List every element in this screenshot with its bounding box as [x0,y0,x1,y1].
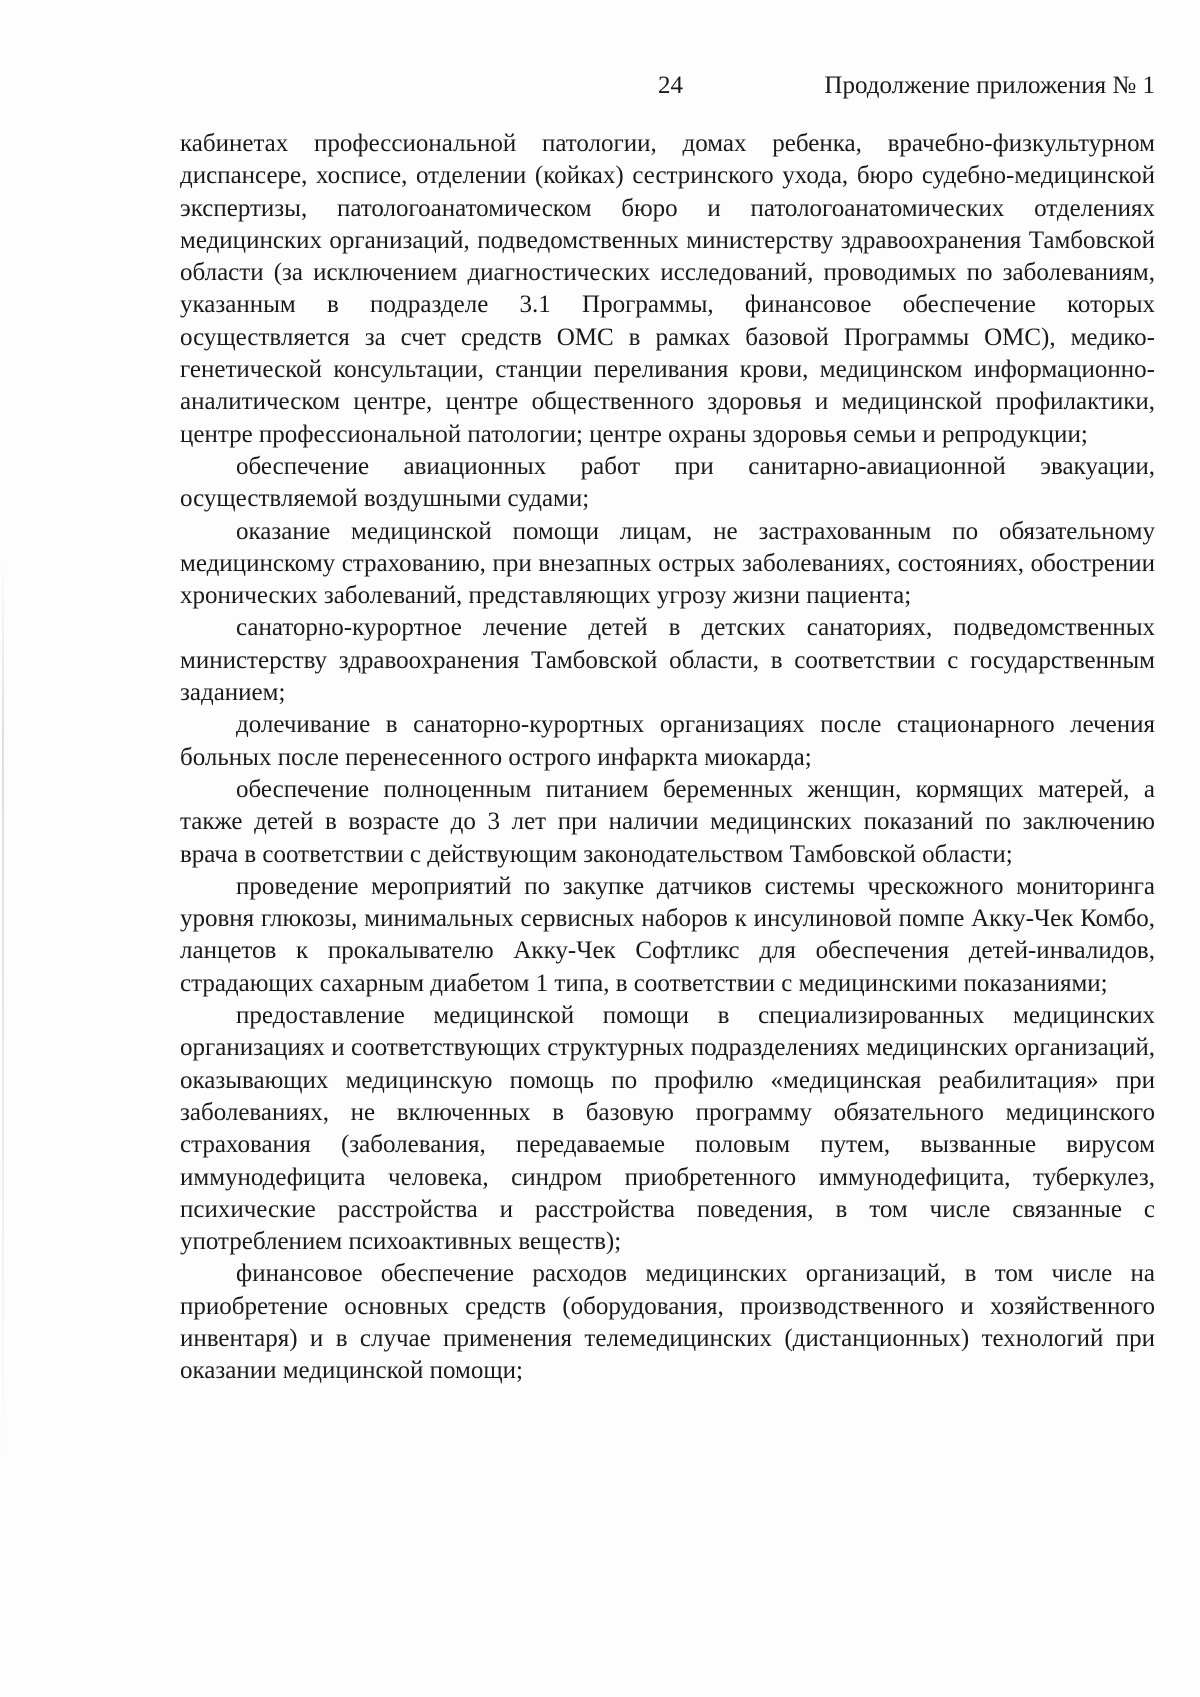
paragraph: обеспечение авиационных работ при санитарно-авиационной эвакуации, осуществляемой воздушными судами; [180,452,1155,513]
appendix-continuation-label: Продолжение приложения № 1 [824,72,1155,99]
paragraph: санаторно-курортное лечение детей в детских санаториях, подведомственных министерству здравоохранения Тамбовской области, в соответствии с государственным заданием; [180,614,1155,707]
paragraph: обеспечение полноценным питанием беременных женщин, кормящих матерей, а также детей в возрасте до 3 лет при наличии медицинских показаний по заключению врача в соответствии с действующим законодательством Тамбовской области; [180,775,1155,868]
scan-edge-shadow [2,560,4,1460]
paragraph: кабинетах профессиональной патологии, домах ребенка, врачебно-физкультурном диспансере, хосписе, отделении (койках) сестринского ухода, бюро судебно-медицинской экспертизы, патологоанатомическом бюро и патологоанатомических отделениях медицинских организаций, подведомственных министерству здравоохранения Тамбовской области (за исключением диагностических исследований, проводимых по заболеваниям, указанным в подразделе 3.1 Программы, финансовое обеспечение которых осуществляется за счет средств ОМС в рамках базовой Программы ОМС), медико-генетической консультации, станции переливания крови, медицинском информационно-аналитическом центре, центре общественного здоровья и медицинской профилактики, центре профессиональной патологии; центре охраны здоровья семьи и репродукции; [180,130,1155,448]
paragraph: долечивание в санаторно-курортных организациях после стационарного лечения больных после перенесенного острого инфаркта миокарда; [180,711,1155,771]
document-body [180,128,1155,1388]
paragraph: предоставление медицинской помощи в специализированных медицинских организациях и соответствующих структурных подразделениях медицинских организаций, оказывающих медицинскую помощь по профилю «медицинская реабилитация» при заболеваниях, не включенных в базовую программу обязательного медицинского страхования (заболевания, передаваемые половым путем, вызванные вирусом иммунодефицита человека, синдром приобретенного иммунодефицита, туберкулез, психические расстройства и расстройства поведения, в том числе связанные с употреблением психоактивных веществ); [180,1002,1155,1256]
paragraph: финансовое обеспечение расходов медицинских организаций, в том числе на приобретение основных средств (оборудования, производственного и хозяйственного инвентаря) и в случае применения телемедицинских (дистанционных) технологий при оказании медицинской помощи; [180,1260,1155,1385]
page-header [180,72,1155,112]
paragraph: оказание медицинской помощи лицам, не застрахованным по обязательному медицинскому страхованию, при внезапных острых заболеваниях, состояниях, обострении хронических заболеваний, представляющих угрозу жизни пациента; [180,517,1155,610]
page-number: 24 [658,72,683,99]
paragraph: проведение мероприятий по закупке датчиков системы чрескожного мониторинга уровня глюкозы, минимальных сервисных наборов к инсулиновой помпе Акку-Чек Комбо, ланцетов к прокалывателю Акку-Чек Софтликс для обеспечения детей-инвалидов, страдающих сахарным диабетом 1 типа, в соответствии с медицинскими показаниями; [180,872,1155,997]
